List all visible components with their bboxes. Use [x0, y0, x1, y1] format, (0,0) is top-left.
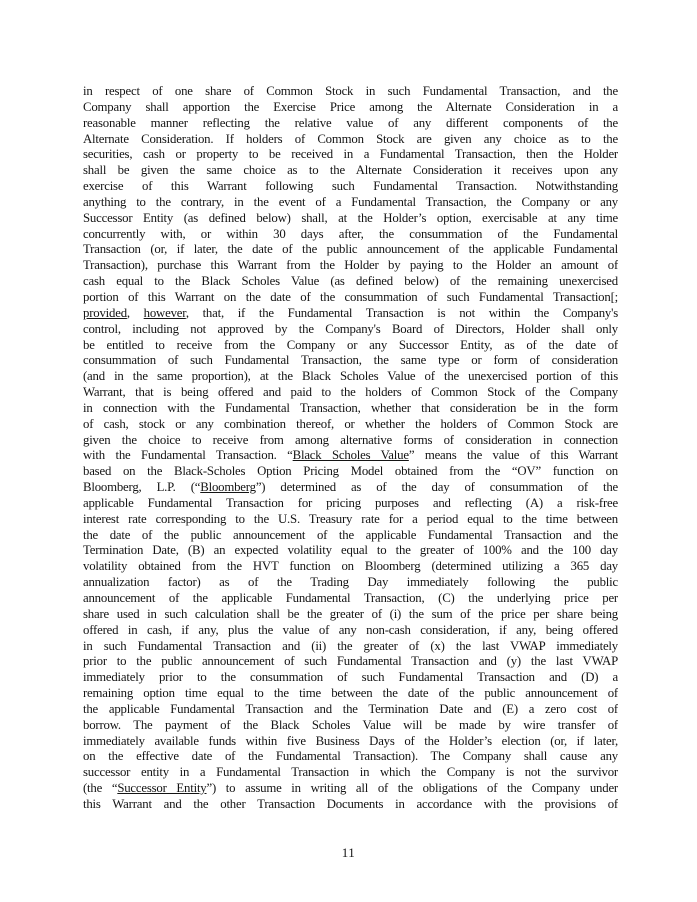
text-run: portion of this Warrant on the date of the consummation of such Fundamental Transaction[;: [83, 289, 618, 304]
text-line: [83, 559, 618, 575]
text-line: [83, 179, 618, 195]
text-line: [83, 797, 618, 813]
text-line: [83, 528, 618, 544]
text-run: Alternate Consideration. If holders of Common Stock are given any choice as to the: [83, 131, 618, 146]
text-run: securities, cash or property to be received in a Fundamental Transaction, then the Holder: [83, 147, 618, 162]
text-line: [83, 654, 618, 670]
text-line: [83, 211, 618, 227]
text-run: in connection with the Fundamental Transaction, whether that consideration be in the form: [83, 400, 618, 415]
text-run: with the Fundamental Transaction. “: [83, 448, 293, 463]
text-line: [83, 749, 618, 765]
text-run: offered in cash, if any, plus the value of any non-cash consideration, if any, being offered: [83, 622, 618, 637]
text-line: [83, 322, 618, 338]
text-run: annualization factor) as of the Trading Day immediately following the public: [83, 575, 618, 590]
text-line: [83, 163, 618, 179]
text-run: ,: [126, 305, 144, 320]
text-line: [83, 639, 618, 655]
text-line: [83, 670, 618, 686]
text-run: announcement of the applicable Fundamental Transaction, (C) the underlying price per: [83, 591, 618, 605]
text-line: [83, 338, 618, 354]
underlined-term: Successor Entity: [117, 781, 207, 796]
text-run: Company shall apportion the Exercise Price among the Alternate Consideration in a: [83, 99, 618, 114]
text-line: [83, 417, 618, 433]
text-line: [83, 242, 618, 258]
text-line: [83, 401, 618, 417]
text-line: [83, 100, 618, 116]
text-run: Transaction (or, if later, the date of the public announcement of the applicable Fundamental: [83, 242, 618, 257]
text-run: ”) to assume in writing all of the obligations of the Company under: [206, 781, 618, 796]
text-line: [83, 607, 618, 623]
text-line: [83, 448, 618, 464]
text-line: [83, 353, 618, 369]
text-line: [83, 369, 618, 385]
text-line: [83, 591, 618, 607]
text-run: concurrently with, or within 30 days after, the consummation of the Fundamental: [83, 226, 618, 241]
text-run: successor entity in a Fundamental Transaction in which the Company is not the survivor: [83, 765, 618, 780]
text-run: of cash, stock or any combination thereof, or whether the holders of Common Stock are: [83, 416, 618, 431]
text-run: reasonable manner reflecting the relative value of any different components of the: [83, 115, 618, 130]
text-line: [83, 274, 618, 290]
text-run: the applicable Fundamental Transaction and the Termination Date and (E) a zero cost of: [83, 701, 618, 716]
document-body: [83, 84, 618, 813]
text-run: shall be given the same choice as to the Alternate Consideration it receives upon any: [83, 163, 618, 178]
text-line: [83, 512, 618, 528]
text-run: volatility obtained from the HVT function on Bloomberg (determined utilizing a 365 day: [83, 559, 618, 574]
text-run: Transaction), purchase this Warrant from the Holder by paying to the Holder an amount of: [83, 258, 618, 273]
text-run: remaining option time equal to the time between the date of the public announcement of: [83, 686, 618, 701]
text-line: [83, 480, 618, 496]
text-run: Bloomberg, L.P. (“: [83, 480, 201, 495]
page-number: 11: [341, 845, 356, 860]
text-run: (the “: [83, 781, 118, 796]
underlined-term: Bloomberg: [200, 480, 256, 495]
text-line: [83, 718, 618, 734]
text-line: [83, 258, 618, 274]
text-run: based on the Black-Scholes Option Pricing Model obtained from the “OV” function on: [83, 464, 618, 479]
text-run: immediately prior to the consummation of such Fundamental Transaction and (D) a: [83, 670, 618, 685]
text-run: ”) determined as of the day of consummation of the: [255, 480, 618, 495]
text-run: (and in the same proportion), at the Black Scholes Value of the unexercised portion of this: [83, 369, 618, 384]
text-line: [83, 496, 618, 512]
text-run: Successor Entity (as defined below) shall, at the Holder’s option, exercisable at any time: [83, 210, 618, 225]
text-run: share used in such calculation shall be the greater of (i) the sum of the price per share being: [83, 606, 618, 621]
text-run: cash equal to the Black Scholes Value (as defined below) of the remaining unexercised: [83, 274, 618, 289]
text-line: [83, 147, 618, 163]
text-line: [83, 686, 618, 702]
text-line: [83, 84, 618, 100]
text-line: [83, 734, 618, 750]
text-run: in such Fundamental Transaction and (ii) the greater of (x) the last VWAP immediately: [83, 638, 618, 653]
underlined-term: Black Scholes Value: [292, 448, 409, 463]
text-run: , that, if the Fundamental Transaction is not within the Company's: [185, 305, 618, 320]
text-run: Termination Date, (B) an expected volatility equal to the greater of 100% and the 100 day: [83, 543, 618, 558]
text-run: immediately available funds within five Business Days of the Holder’s election (or, if later,: [83, 733, 618, 748]
text-run: exercise of this Warrant following such Fundamental Transaction. Notwithstanding: [83, 179, 618, 194]
text-line: [83, 702, 618, 718]
text-line: [83, 765, 618, 781]
text-line: [83, 433, 618, 449]
text-run: applicable Fundamental Transaction for pricing purposes and reflecting (A) a risk-free: [83, 495, 618, 510]
text-run: prior to the public announcement of such Fundamental Transaction and (y) the last VWAP: [83, 654, 618, 669]
text-line: [83, 290, 618, 306]
text-line: [83, 227, 618, 243]
text-run: anything to the contrary, in the event of a Fundamental Transaction, the Company or any: [83, 194, 618, 209]
text-line: [83, 623, 618, 639]
underlined-term: provided: [83, 305, 127, 320]
text-line: [83, 306, 618, 322]
text-line: [83, 543, 618, 559]
text-line: [83, 195, 618, 211]
text-run: in respect of one share of Common Stock in such Fundamental Transaction, and the: [83, 84, 618, 98]
text-line: [83, 132, 618, 148]
text-run: ” means the value of this Warrant: [408, 448, 618, 463]
text-line: [83, 116, 618, 132]
text-run: given the choice to receive from among alternative forms of consideration in connection: [83, 432, 618, 447]
text-run: borrow. The payment of the Black Scholes Value will be made by wire transfer of: [83, 717, 618, 732]
text-run: this Warrant and the other Transaction Documents in accordance with the provisions of: [83, 796, 618, 811]
text-line: [83, 575, 618, 591]
text-run: the date of the public announcement of the applicable Fundamental Transaction and the: [83, 527, 618, 542]
text-run: control, including not approved by the Company's Board of Directors, Holder shall only: [83, 321, 618, 336]
text-run: interest rate corresponding to the U.S. Treasury rate for a period equal to the time between: [83, 511, 618, 526]
text-run: Warrant, that is being offered and paid to the holders of Common Stock of the Company: [83, 385, 618, 400]
underlined-term: however: [143, 305, 186, 320]
text-run: on the effective date of the Fundamental Transaction). The Company shall cause any: [83, 749, 618, 764]
text-run: be entitled to receive from the Company or any Successor Entity, as of the date of: [83, 337, 618, 352]
text-line: [83, 781, 618, 797]
text-line: [83, 464, 618, 480]
text-run: consummation of such Fundamental Transaction, the same type or form of consideration: [83, 353, 618, 368]
text-line: [83, 385, 618, 401]
